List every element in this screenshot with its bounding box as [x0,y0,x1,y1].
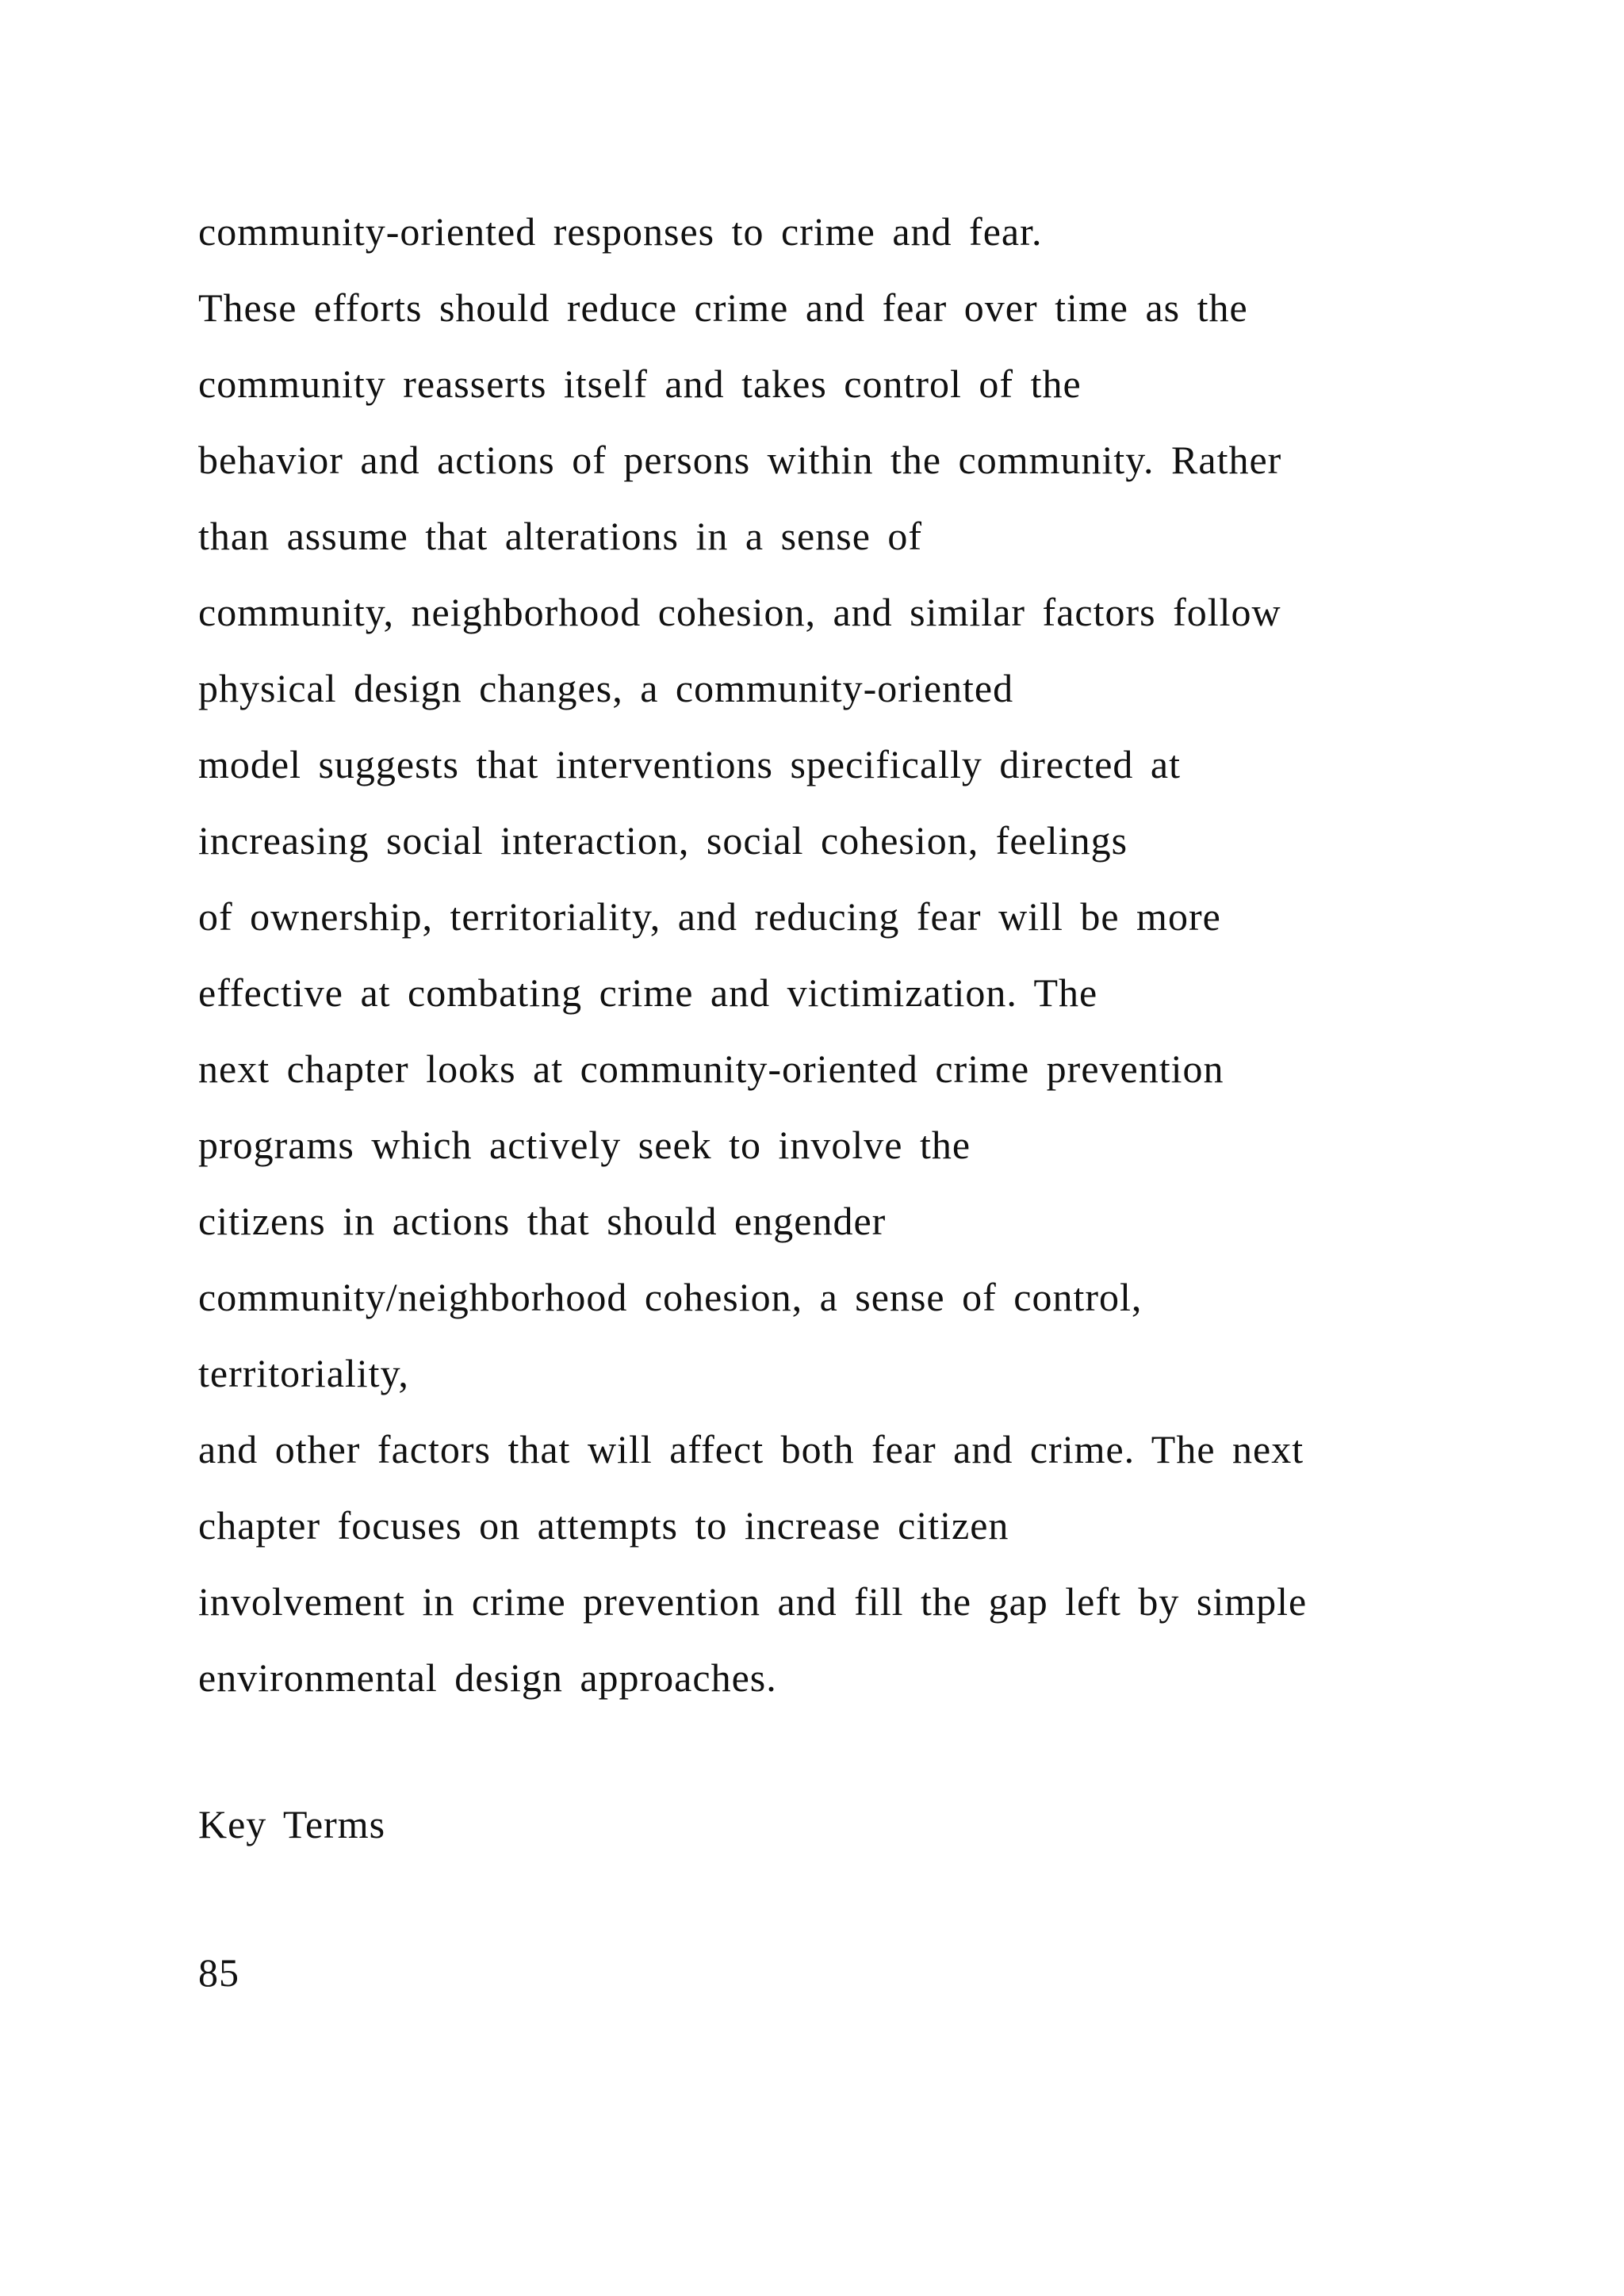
section-heading: Key Terms [198,1802,386,1846]
text-line: community-oriented responses to crime and fear. [198,209,1043,254]
text-line: community/neighborhood cohesion, a sense of control, [198,1275,1143,1319]
text-line: involvement in crime prevention and fill the gap left by simple [198,1579,1308,1624]
text-line: of ownership, territoriality, and reducing fear will be more [198,894,1221,939]
text-line: than assume that alterations in a sense of [198,514,923,558]
page-number: 85 [198,1950,239,1995]
text-line: community reasserts itself and takes control of the [198,362,1082,406]
text-line: These efforts should reduce crime and fear over time as the [198,285,1248,330]
text-line: and other factors that will affect both fear and crime. The next [198,1427,1304,1471]
text-line: physical design changes, a community-oriented [198,666,1014,710]
text-line: environmental design approaches. [198,1655,777,1700]
text-line: community, neighborhood cohesion, and similar factors follow [198,590,1281,634]
text-line: territoriality, [198,1351,409,1395]
text-line: effective at combating crime and victimization. The [198,970,1098,1015]
text-line: behavior and actions of persons within the community. Rather [198,438,1282,482]
text-line: citizens in actions that should engender [198,1199,887,1243]
text-line: programs which actively seek to involve the [198,1123,971,1167]
body-text [198,193,1499,1716]
text-line: chapter focuses on attempts to increase citizen [198,1503,1009,1548]
text-line: next chapter looks at community-oriented crime prevention [198,1047,1224,1091]
text-line: increasing social interaction, social cohesion, feelings [198,818,1128,863]
text-line: model suggests that interventions specifically directed at [198,742,1182,786]
